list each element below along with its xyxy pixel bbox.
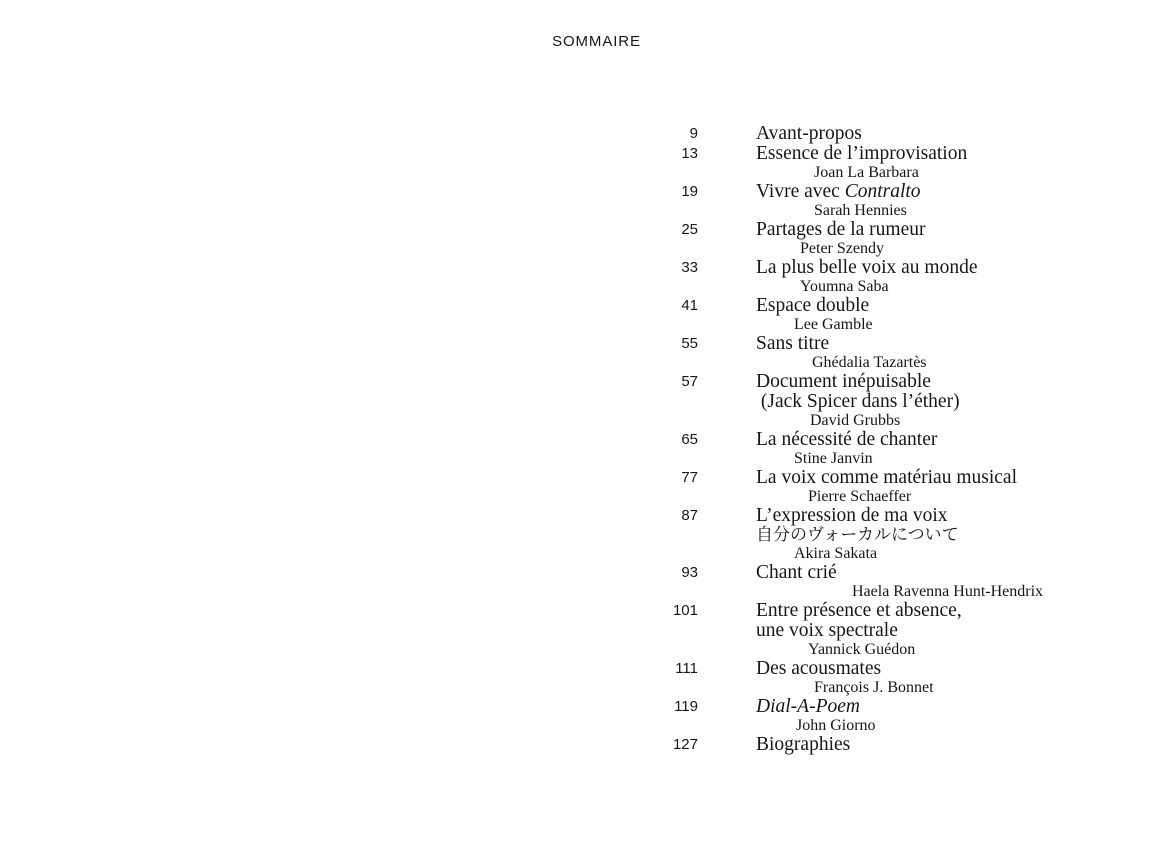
toc-author-row [0,240,1154,258]
toc-page-number: 65 [681,430,698,448]
toc-author-spacer [0,545,698,563]
toc-author-spacer [0,450,698,468]
toc-entry-row [0,372,1154,412]
toc-title-text: Avant-propos [756,123,862,144]
toc-title-line [756,430,1154,450]
toc-entry-title [698,735,1154,755]
toc-entry-title [698,563,1154,583]
page-header [0,33,1154,50]
toc-author-row [0,450,1154,468]
toc-author-spacer [0,583,698,601]
toc-entry-row [0,296,1154,316]
toc-entry-row [0,334,1154,354]
toc-title-text: (Jack Spicer dans l’éther) [756,390,960,412]
toc-entry[interactable] [0,258,1154,296]
toc-author-row [0,545,1154,563]
toc-author-row [0,488,1154,506]
toc-author-name: John Giorno [796,716,876,734]
toc-title-line [756,621,1154,641]
toc-page-number: 41 [681,297,698,314]
toc-title-text: Entre présence et absence, [756,600,962,622]
toc-author-row [0,717,1154,735]
toc-author-name: Peter Szendy [800,240,884,257]
toc-entry[interactable] [0,697,1154,735]
toc-entry-title [698,182,1154,202]
toc-page-number: 77 [681,468,698,486]
toc-entry-row [0,430,1154,450]
toc-author-spacer [0,240,698,258]
toc-entry-row [0,468,1154,488]
toc-title-line [756,124,1154,144]
toc-author-spacer [0,164,698,182]
toc-entry[interactable] [0,334,1154,372]
toc-author-row [0,164,1154,182]
toc-author-name: Pierre Schaeffer [808,487,912,505]
toc-author-name: Yannick Guédon [808,640,916,658]
toc-entry-title [698,144,1154,164]
page-title: SOMMAIRE [552,33,641,50]
toc-author-spacer [0,488,698,506]
toc-page-number: 87 [681,506,698,524]
toc-page-number: 111 [675,659,698,677]
toc-page-number: 13 [681,145,698,162]
toc-page-number: 9 [689,125,698,142]
toc-page-number: 57 [681,373,698,390]
toc-title-text: La voix comme matériau musical [756,466,1017,488]
toc-author-row [0,354,1154,372]
toc-title-line [756,525,1154,545]
toc-entry-row [0,124,1154,144]
toc-entry-row [0,735,1154,755]
toc-page-number: 119 [674,697,698,715]
toc-title-text: Partages de la rumeur [756,219,926,240]
toc-author-row [0,202,1154,220]
toc-entry-title [698,258,1154,278]
toc-author-name: Lee Gamble [794,316,873,333]
toc-title-line [756,506,1154,526]
toc-entry-row [0,601,1154,641]
toc-author-name: Akira Sakata [794,545,878,563]
toc-entry-title [698,296,1154,316]
toc-author-spacer [0,202,698,220]
toc-entry[interactable] [0,563,1154,601]
toc-page-number: 127 [672,735,698,753]
toc-title-text: Biographies [756,733,851,755]
toc-entry-row [0,563,1154,583]
toc-title-line [756,563,1154,583]
toc-title-line [756,220,1154,240]
toc-entry[interactable] [0,296,1154,334]
toc-author-name: Sarah Hennies [814,202,907,219]
toc-entry[interactable] [0,735,1154,755]
toc-title-line [756,468,1154,488]
toc-entry-title [698,220,1154,240]
toc-author-spacer [0,354,698,372]
toc-entry-title [698,430,1154,450]
toc-title-line [756,735,1154,755]
toc-title-text: Essence de l’improvisation [756,143,968,164]
toc-entry[interactable] [0,468,1154,506]
toc-entry-row [0,220,1154,240]
toc-entry-row [0,182,1154,202]
toc-entry-row [0,697,1154,717]
toc-page-number: 101 [672,602,698,620]
toc-entry-row [0,506,1154,546]
toc-page-number: 19 [681,183,698,200]
toc-title-text: Sans titre [756,333,830,354]
toc-title-text: La plus belle voix au monde [756,257,978,278]
toc-entry[interactable] [0,430,1154,468]
toc-entry[interactable] [0,182,1154,220]
toc-author-spacer [0,679,698,697]
toc-title-text: Chant crié [756,562,837,584]
toc-title-text: une voix spectrale [756,620,898,642]
toc-title-text: Document inépuisable [756,371,931,392]
toc-title-text: 自分のヴォーカルについて [756,525,959,545]
toc-author-spacer [0,412,698,430]
toc-author-row [0,679,1154,697]
toc-title-line [756,144,1154,164]
toc-title-line [756,659,1154,679]
toc-title-line [756,392,1154,412]
toc-author-spacer [0,316,698,334]
toc-title-line [756,601,1154,621]
toc-author-row [0,316,1154,334]
toc-entry-title [698,468,1154,488]
toc-author-name: Joan La Barbara [814,164,919,181]
table-of-contents [0,124,1154,755]
toc-entry-title [698,697,1154,717]
toc-page-number: 93 [681,564,698,582]
toc-entry[interactable] [0,372,1154,430]
toc-entry[interactable] [0,601,1154,659]
toc-page-number: 55 [681,335,698,352]
toc-entry-row [0,659,1154,679]
toc-entry[interactable] [0,144,1154,182]
toc-entry-title [698,659,1154,679]
toc-author-spacer [0,717,698,735]
toc-title-text: La nécessité de chanter [756,428,938,450]
toc-author-name: Haela Ravenna Hunt-Hendrix [852,583,1044,601]
toc-title-line [756,258,1154,278]
toc-entry[interactable] [0,220,1154,258]
toc-title-line [756,334,1154,354]
toc-entry-title [698,601,1154,641]
toc-title-italic: Contralto [844,181,921,202]
toc-author-row [0,412,1154,430]
toc-entry[interactable] [0,659,1154,697]
toc-author-name: François J. Bonnet [814,678,934,696]
toc-author-name: Ghédalia Tazartès [812,354,927,371]
toc-author-spacer [0,641,698,659]
toc-title-line [756,697,1154,717]
toc-page-number: 33 [681,259,698,276]
toc-title-text: Des acousmates [756,657,882,679]
toc-author-row [0,641,1154,659]
toc-title-italic: Dial-A-Poem [756,695,860,717]
toc-title-text: Espace double [756,295,870,316]
toc-title-line [756,296,1154,316]
toc-title-line [756,372,1154,392]
toc-entry-title [698,506,1154,546]
toc-author-row [0,583,1154,601]
toc-entry-row [0,144,1154,164]
toc-entry-title [698,372,1154,412]
toc-entry[interactable] [0,506,1154,564]
toc-author-name: Youmna Saba [800,278,889,295]
toc-author-row [0,278,1154,296]
toc-entry-title [698,334,1154,354]
toc-author-name: Stine Janvin [794,449,873,467]
toc-page-number: 25 [681,221,698,238]
toc-author-spacer [0,278,698,296]
toc-entry[interactable] [0,124,1154,144]
toc-title-text: L’expression de ma voix [756,504,948,526]
toc-title-text: Vivre avec [756,181,845,202]
toc-author-name: David Grubbs [810,411,901,429]
toc-entry-row [0,258,1154,278]
toc-title-line [756,182,1154,202]
toc-entry-title [698,124,1154,144]
